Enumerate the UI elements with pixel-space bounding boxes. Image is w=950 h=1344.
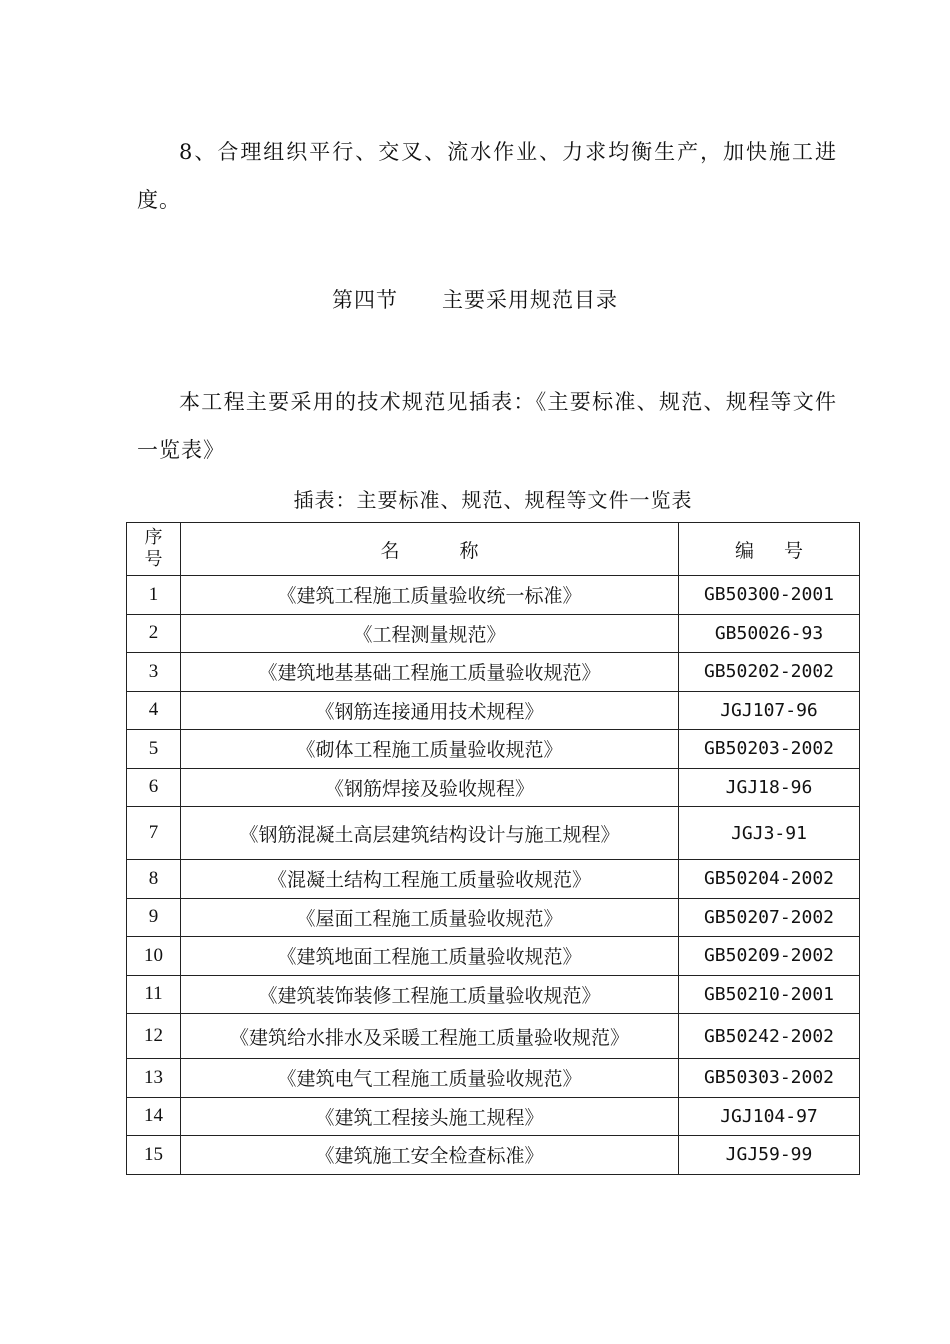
header-seq-label: 序 号 [144, 527, 163, 570]
row-name: 《混凝土结构工程施工质量验收规范》 [181, 860, 679, 899]
row-seq: 5 [127, 730, 181, 769]
header-name: 名称 [181, 523, 679, 576]
header-seq [127, 523, 181, 576]
row-code: GB50207-2002 [679, 898, 860, 937]
table-row [127, 768, 860, 807]
row-name: 《建筑地面工程施工质量验收规范》 [181, 937, 679, 976]
row-seq: 1 [127, 576, 181, 615]
row-name: 《钢筋焊接及验收规程》 [181, 768, 679, 807]
row-name: 《建筑给水排水及采暖工程施工质量验收规范》 [181, 1014, 679, 1059]
row-name: 《钢筋混凝土高层建筑结构设计与施工规程》 [181, 807, 679, 860]
table-row [127, 898, 860, 937]
table-row [127, 614, 860, 653]
row-seq: 2 [127, 614, 181, 653]
table-row [127, 730, 860, 769]
row-name: 《建筑电气工程施工质量验收规范》 [181, 1059, 679, 1098]
table-header-row [127, 523, 860, 576]
row-seq: 7 [127, 807, 181, 860]
table-row [127, 691, 860, 730]
row-code: GB50303-2002 [679, 1059, 860, 1098]
row-seq: 9 [127, 898, 181, 937]
row-code: GB50209-2002 [679, 937, 860, 976]
table-row [127, 807, 860, 860]
header-code: 编号 [679, 523, 860, 576]
row-seq: 10 [127, 937, 181, 976]
row-seq: 13 [127, 1059, 181, 1098]
table-row [127, 937, 860, 976]
row-code: GB50204-2002 [679, 860, 860, 899]
table-row [127, 1014, 860, 1059]
table-row [127, 576, 860, 615]
row-seq: 11 [127, 975, 181, 1014]
row-seq: 15 [127, 1136, 181, 1175]
table-row [127, 860, 860, 899]
row-seq: 3 [127, 653, 181, 692]
table-row [127, 1136, 860, 1175]
row-seq: 4 [127, 691, 181, 730]
row-code: GB50202-2002 [679, 653, 860, 692]
row-seq: 12 [127, 1014, 181, 1059]
row-code: GB50300-2001 [679, 576, 860, 615]
row-code: GB50242-2002 [679, 1014, 860, 1059]
row-name: 《工程测量规范》 [181, 614, 679, 653]
row-name: 《建筑地基基础工程施工质量验收规范》 [181, 653, 679, 692]
table-row [127, 1059, 860, 1098]
table-row [127, 1097, 860, 1136]
section-title: 主要采用规范目录 [442, 288, 618, 312]
row-name: 《建筑装饰装修工程施工质量验收规范》 [181, 975, 679, 1014]
row-name: 《建筑工程施工质量验收统一标准》 [181, 576, 679, 615]
row-code: JGJ59-99 [679, 1136, 860, 1175]
row-code: JGJ3-91 [679, 807, 860, 860]
row-seq: 6 [127, 768, 181, 807]
row-name: 《砌体工程施工质量验收规范》 [181, 730, 679, 769]
row-code: JGJ107-96 [679, 691, 860, 730]
row-code: GB50210-2001 [679, 975, 860, 1014]
row-name: 《屋面工程施工质量验收规范》 [181, 898, 679, 937]
row-code: JGJ104-97 [679, 1097, 860, 1136]
paragraph-standards-intro: 本工程主要采用的技术规范见插表：《主要标准、规范、规程等文件一览表》 [137, 390, 837, 462]
paragraph-progress: 8、合理组织平行、交叉、流水作业、力求均衡生产，加快施工进度。 [137, 140, 837, 212]
section-heading [0, 280, 950, 320]
row-code: JGJ18-96 [679, 768, 860, 807]
table-row [127, 975, 860, 1014]
row-code: GB50026-93 [679, 614, 860, 653]
row-code: GB50203-2002 [679, 730, 860, 769]
row-name: 《建筑工程接头施工规程》 [181, 1097, 679, 1136]
standards-table [126, 522, 860, 1175]
row-name: 《钢筋连接通用技术规程》 [181, 691, 679, 730]
row-name: 《建筑施工安全检查标准》 [181, 1136, 679, 1175]
table-caption: 插表：主要标准、规范、规程等文件一览表 [293, 488, 693, 512]
section-label: 第四节 [332, 288, 398, 312]
row-seq: 14 [127, 1097, 181, 1136]
table-row [127, 653, 860, 692]
row-seq: 8 [127, 860, 181, 899]
